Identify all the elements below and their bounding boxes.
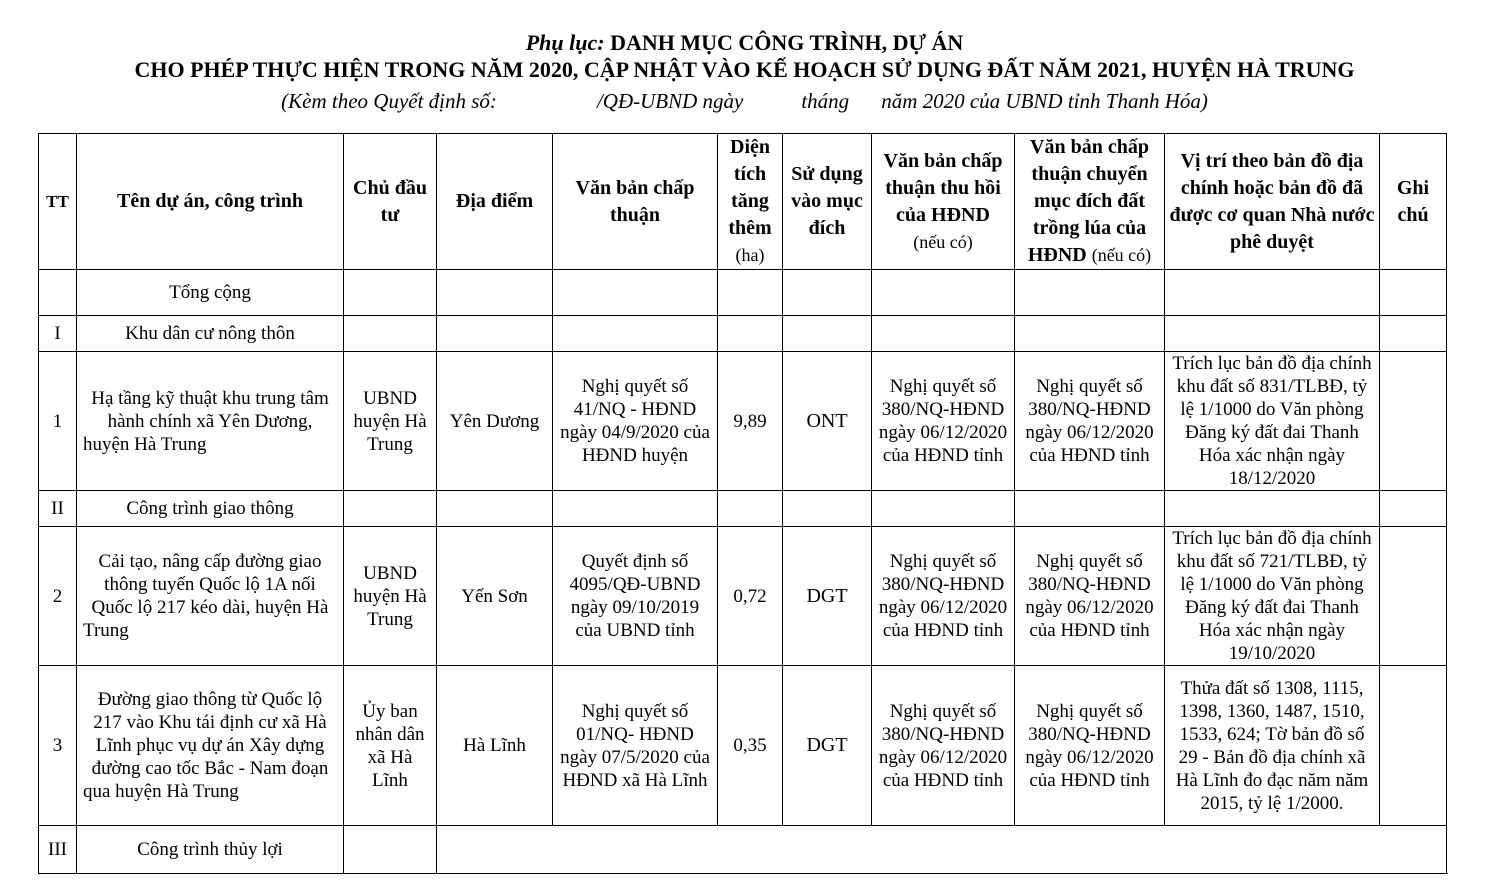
row-project-name: Cải tạo, nâng cấp đường giao thông tuyến Quốc lộ 1A nối Quốc lộ 217 kéo dài, huyện Hà Trung	[77, 527, 344, 666]
row-location: Yến Sơn	[437, 527, 553, 666]
section-cell	[553, 491, 718, 527]
row-conversion-doc: Nghị quyết số 380/NQ-HĐND ngày 06/12/2020 của HĐND tỉnh	[1015, 352, 1165, 491]
header-location: Địa điểm	[437, 134, 553, 270]
row-notes	[1380, 666, 1447, 826]
total-cell	[437, 270, 553, 316]
row-approval-doc: Quyết định số 4095/QĐ-UBND ngày 09/10/2019 của UBND tỉnh	[553, 527, 718, 666]
total-cell	[344, 270, 437, 316]
row-recovery-doc: Nghị quyết số 380/NQ-HĐND ngày 06/12/2020 của HĐND tỉnh	[872, 666, 1015, 826]
table-row	[39, 666, 1447, 826]
decision-ref-part2: /QĐ-UBND ngày	[596, 89, 744, 113]
header-conversion-doc	[1015, 134, 1165, 270]
section-cell	[344, 826, 437, 874]
section-cell	[344, 491, 437, 527]
appendix-prefix: Phụ lục:	[525, 30, 605, 55]
total-cell	[553, 270, 718, 316]
decision-reference	[0, 86, 1489, 116]
section-cell	[872, 316, 1015, 352]
row-purpose: DGT	[783, 666, 872, 826]
total-tt	[39, 270, 77, 316]
header-investor: Chủ đầu tư	[344, 134, 437, 270]
header-notes: Ghi chú	[1380, 134, 1447, 270]
row-conversion-doc: Nghị quyết số 380/NQ-HĐND ngày 06/12/2020 của HĐND tỉnh	[1015, 666, 1165, 826]
section-cell	[1380, 316, 1447, 352]
row-investor: UBND huyện Hà Trung	[344, 352, 437, 491]
table-header-row	[39, 134, 1447, 270]
header-area-label: Diện tích tăng thêm	[728, 136, 772, 239]
section-row	[39, 491, 1447, 527]
section-row	[39, 316, 1447, 352]
header-area	[718, 134, 783, 270]
row-approval-doc: Nghị quyết số 01/NQ- HĐND ngày 07/5/2020 của HĐND xã Hà Lĩnh	[553, 666, 718, 826]
row-tt: 2	[39, 527, 77, 666]
row-location: Hà Lĩnh	[437, 666, 553, 826]
row-map-location: Trích lục bản đồ địa chính khu đất số 721/TLBĐ, tỷ lệ 1/1000 do Văn phòng Đăng ký đất đai Thanh Hóa xác nhận ngày 19/10/2020	[1165, 527, 1380, 666]
row-recovery-doc: Nghị quyết số 380/NQ-HĐND ngày 06/12/2020 của HĐND tỉnh	[872, 527, 1015, 666]
section-cell	[783, 491, 872, 527]
section-cell	[783, 316, 872, 352]
total-row	[39, 270, 1447, 316]
document-title-block	[0, 30, 1489, 116]
row-area: 0,35	[718, 666, 783, 826]
section-cell	[553, 316, 718, 352]
row-investor: Ủy ban nhân dân xã Hà Lĩnh	[344, 666, 437, 826]
table-row	[39, 352, 1447, 491]
row-map-location: Trích lục bản đồ địa chính khu đất số 831/TLBĐ, tỷ lệ 1/1000 do Văn phòng Đăng ký đất đai Thanh Hóa xác nhận ngày 18/12/2020	[1165, 352, 1380, 491]
section-number: II	[39, 491, 77, 527]
total-cell	[1015, 270, 1165, 316]
row-notes	[1380, 352, 1447, 491]
section-cell	[718, 316, 783, 352]
header-purpose: Sử dụng vào mục đích	[783, 134, 872, 270]
row-investor: UBND huyện Hà Trung	[344, 527, 437, 666]
project-list-table	[38, 133, 1447, 874]
row-map-location: Thửa đất số 1308, 1115, 1398, 1360, 1487, 1510, 1533, 624; Tờ bản đồ số 29 - Bản đồ địa chính xã Hà Lĩnh đo đạc năm năm 2015, tỷ lệ 1/2000.	[1165, 666, 1380, 826]
total-label: Tổng cộng	[77, 270, 344, 316]
row-approval-doc: Nghị quyết số 41/NQ - HĐND ngày 04/9/2020 của HĐND huyện	[553, 352, 718, 491]
header-tt: TT	[39, 134, 77, 270]
row-project-name: Đường giao thông từ Quốc lộ 217 vào Khu tái định cư xã Hà Lĩnh phục vụ dự án Xây dựng đường cao tốc Bắc - Nam đoạn qua huyện Hà Trung	[77, 666, 344, 826]
header-recovery-label: Văn bản chấp thuận thu hồi của HĐND	[883, 149, 1003, 226]
row-location: Yên Dương	[437, 352, 553, 491]
total-cell	[872, 270, 1015, 316]
row-recovery-doc: Nghị quyết số 380/NQ-HĐND ngày 06/12/2020 của HĐND tỉnh	[872, 352, 1015, 491]
row-project-name: Hạ tầng kỹ thuật khu trung tâm hành chính xã Yên Dương, huyện Hà Trung	[77, 352, 344, 491]
header-approval-doc: Văn bản chấp thuận	[553, 134, 718, 270]
section-cell	[437, 491, 553, 527]
header-project-name: Tên dự án, công trình	[77, 134, 344, 270]
total-cell	[1165, 270, 1380, 316]
table-row	[39, 527, 1447, 666]
section-row	[39, 826, 1447, 874]
appendix-title-text: DANH MỤC CÔNG TRÌNH, DỰ ÁN	[604, 30, 964, 55]
section-cell	[718, 491, 783, 527]
section-number: I	[39, 316, 77, 352]
section-cell	[872, 491, 1015, 527]
total-cell	[1380, 270, 1447, 316]
section-cell	[1165, 491, 1380, 527]
row-purpose: ONT	[783, 352, 872, 491]
row-purpose: DGT	[783, 527, 872, 666]
header-recovery-note: (nếu có)	[913, 231, 973, 252]
header-conversion-label: Văn bản chấp thuận chuyển mục đích đất trồng lúa của HĐND	[1027, 136, 1149, 266]
section-cell	[1015, 491, 1165, 527]
appendix-subtitle: CHO PHÉP THỰC HIỆN TRONG NĂM 2020, CẬP NHẬT VÀO KẾ HOẠCH SỬ DỤNG ĐẤT NĂM 2021, HUYỆN HÀ TRUNG	[134, 57, 1355, 82]
section-number: III	[39, 826, 77, 874]
section-cell	[344, 316, 437, 352]
row-notes	[1380, 527, 1447, 666]
section-label: Công trình thủy lợi	[77, 826, 344, 874]
row-tt: 1	[39, 352, 77, 491]
header-map-location: Vị trí theo bản đồ địa chính hoặc bản đồ đã được cơ quan Nhà nước phê duyệt	[1165, 134, 1380, 270]
header-conversion-note: (nếu có)	[1091, 245, 1152, 265]
decision-ref-part4: năm 2020 của UBND tỉnh Thanh Hóa)	[881, 89, 1208, 113]
row-conversion-doc: Nghị quyết số 380/NQ-HĐND ngày 06/12/2020 của HĐND tỉnh	[1015, 527, 1165, 666]
row-area: 0,72	[718, 527, 783, 666]
section-cell	[437, 316, 553, 352]
decision-ref-part1: (Kèm theo Quyết định số:	[281, 89, 497, 113]
decision-ref-part3: tháng	[801, 89, 850, 113]
section-label: Khu dân cư nông thôn	[77, 316, 344, 352]
section-cell	[1165, 316, 1380, 352]
header-recovery-doc	[872, 134, 1015, 270]
row-area: 9,89	[718, 352, 783, 491]
section-cell	[1380, 491, 1447, 527]
section-cell	[1015, 316, 1165, 352]
section-label: Công trình giao thông	[77, 491, 344, 527]
row-tt: 3	[39, 666, 77, 826]
appendix-title	[0, 30, 1489, 56]
total-cell	[718, 270, 783, 316]
section-cell	[437, 826, 1447, 874]
header-area-unit: (ha)	[735, 245, 765, 265]
total-cell	[783, 270, 872, 316]
